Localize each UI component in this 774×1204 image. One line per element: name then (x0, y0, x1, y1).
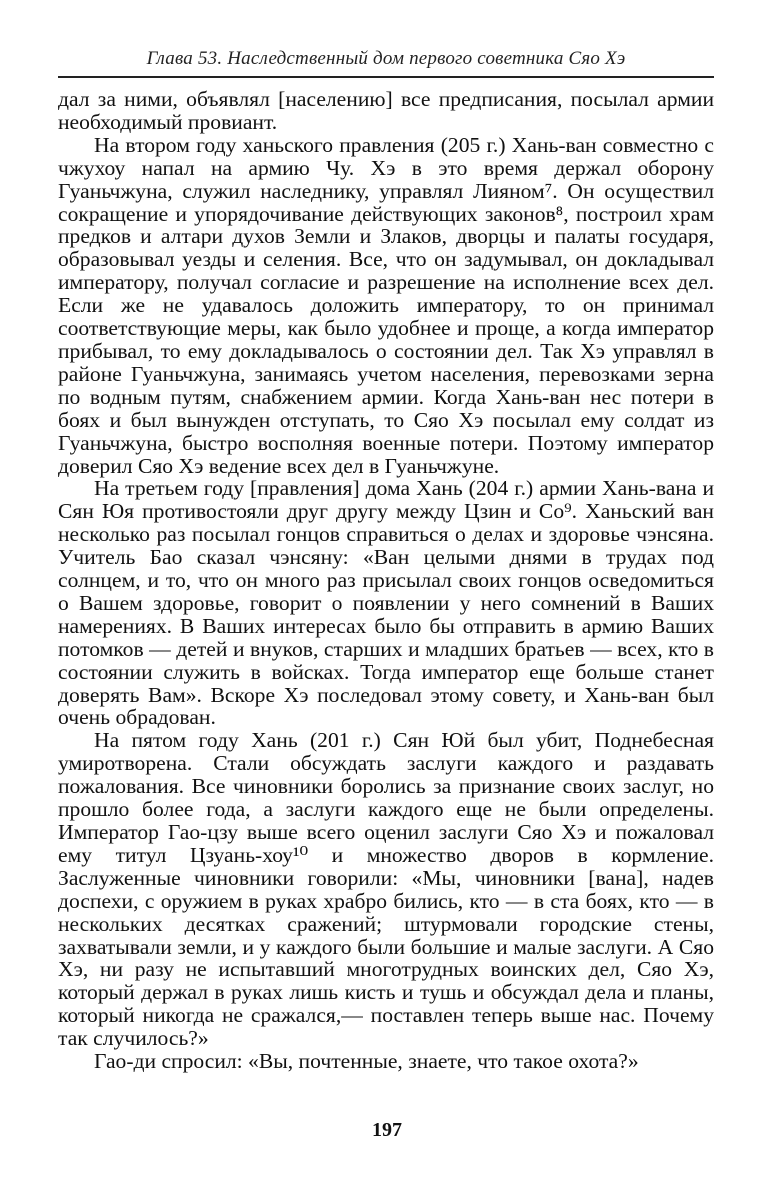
paragraph-1: дал за ними, объявлял [населению] все предписания, посылал армии необходимый провиант. (58, 87, 714, 134)
paragraph-5: Гао-ди спросил: «Вы, почтенные, знаете, что такое охота?» (94, 1049, 639, 1074)
paragraph-3: На третьем году [правления] дома Хань (204 г.) армии Хань-вана и Сян Юя противостояли друг другу между Цзин и Со⁹. Ханьский ван несколько раз посылал гонцов справиться о делах и здоровье чэнсяна. Учитель Бао сказал чэнсяну: «Ван целыми днями в трудах под солнцем, и то, что он много раз присылал своих гонцов осведомиться о Вашем здоровье, говорит о появлении у него сомнений в Ваших намерениях. В Ваших интересах было бы отправить в армию Ваших потомков — детей и внуков, старших и младших братьев — всех, кто в состоянии служить в войсках. Тогда император еще больше станет доверять Вам». Вскоре Хэ последовал этому совету, и Хань-ван был очень обрадован. (58, 476, 714, 730)
body-text (58, 88, 714, 1073)
running-header: Глава 53. Наследственный дом первого советника Сяо Хэ (146, 48, 626, 69)
header-rule (58, 76, 714, 78)
paragraph-4: На пятом году Хань (201 г.) Сян Юй был убит, Поднебесная умиротворена. Стали обсуждать заслуги каждого и раздавать пожалования. Все чиновники боролись за признание своих заслуг, но прошло более года, а заслуги каждого еще не были определены. Император Гао-цзу выше всего оценил заслуги Сяо Хэ и пожаловал ему титул Цзуань-хоу¹⁰ и множество дворов в кормление. Заслуженные чиновники говорили: «Мы, чиновники [вана], надев доспехи, с оружием в руках храбро бились, кто — в ста боях, кто — в нескольких десятках сражений; штурмовали городские стены, захватывали земли, и у каждого были большие и малые заслуги. А Сяо Хэ, ни разу не испытавший многотрудных воинских дел, Сяо Хэ, который держал в руках лишь кисть и тушь и обсуждал дела и планы, который никогда не сражался,— поставлен теперь выше нас. Почему так случилось?» (58, 728, 714, 1051)
page-number: 197 (372, 1119, 402, 1141)
paragraph-2: На втором году ханьского правления (205 г.) Хань-ван совместно с чжухоу напал на армию Чу. Хэ в это время держал оборону Гуаньчжуна, служил наследнику, управлял Лияном⁷. Он осуществил сокращение и упорядочивание действующих законов⁸, построил храм предков и алтари духов Земли и Злаков, дворцы и палаты государя, образовывал уезды и селения. Все, что он задумывал, он докладывал императору, получал согласие и разрешение на исполнение всех дел. Если же не удавалось доложить императору, то он принимал соответствующие меры, как было удобнее и проще, а когда император прибывал, то ему докладывалось о состоянии дел. Так Хэ управлял в районе Гуаньчжуна, занимаясь учетом населения, перевозками зерна по водным путям, снабжением армии. Когда Хань-ван нес потери в боях и был вынужден отступать, то Сяо Хэ посылал ему солдат из Гуаньчжуна, быстро восполняя военные потери. Поэтому император доверил Сяо Хэ ведение всех дел в Гуаньчжуне. (58, 132, 714, 478)
book-page (58, 46, 714, 1073)
